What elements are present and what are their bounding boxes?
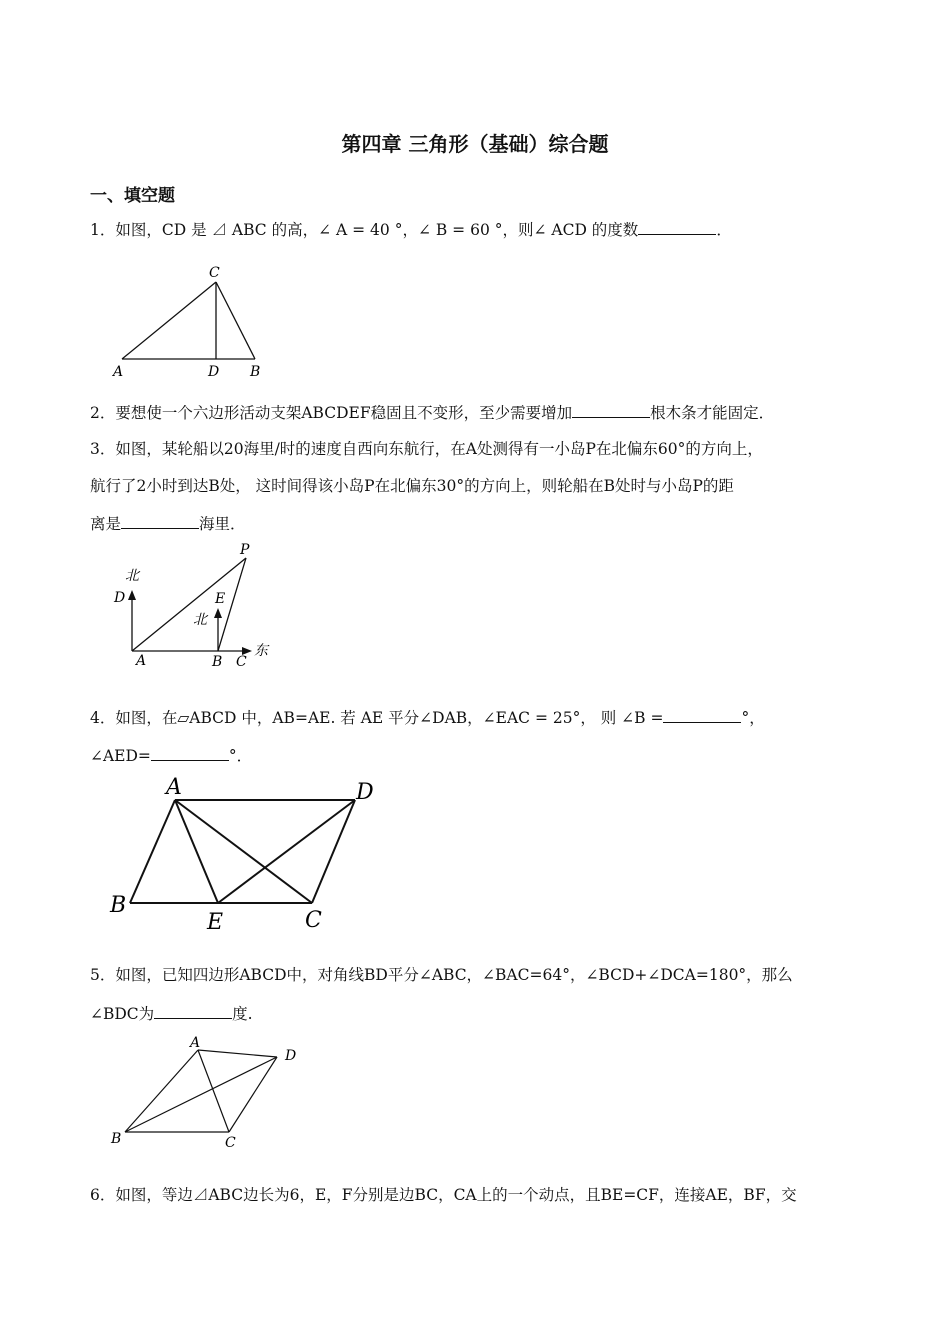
figure-q4 — [100, 772, 390, 937]
fig5-label-b: B — [111, 1131, 122, 1147]
answer-blank-1[interactable] — [638, 218, 716, 235]
question-4-line-1-start: 4．如图，在▱ABCD 中，AB=AE. 若 AE 平分∠DAB，∠EAC = 25°， 则 ∠B = — [90, 709, 664, 727]
fig5-label-d: D — [285, 1048, 297, 1064]
figure-q1 — [110, 262, 270, 382]
fig4-label-e: E — [207, 910, 224, 935]
figure-q3 — [108, 538, 278, 673]
question-5-line-2 — [90, 1002, 253, 1025]
question-3-line-2: 航行了2小时到达B处， 这时间得该小岛P在北偏东30°的方向上，则轮船在B处时与小岛P的距 — [90, 477, 734, 495]
question-4-line-1 — [90, 706, 765, 729]
question-5-line-2-start: ∠BDC为 — [90, 1005, 155, 1023]
fig5-label-a: A — [190, 1035, 201, 1051]
question-4-line-1-end: °， — [741, 709, 765, 727]
fig5-side-ad — [198, 1050, 277, 1057]
answer-blank-4b[interactable] — [151, 744, 229, 761]
fig4-label-c: C — [305, 908, 322, 933]
fig3-label-p: P — [240, 542, 250, 558]
question-3-line-1: 3．如图，某轮船以20海里/时的速度自西向东航行，在A处测得有一小岛P在北偏东60°的方向上， — [90, 440, 763, 458]
fig3-label-a: A — [136, 653, 147, 669]
fig3-arrowhead-north-a — [128, 590, 136, 600]
question-3-line-3 — [90, 512, 246, 535]
fig3-label-east: 东 — [254, 643, 268, 659]
fig3-label-north-1: 北 — [125, 568, 139, 584]
fig3-line-ap — [132, 558, 246, 651]
question-3-line-3-end: 海里． — [199, 515, 246, 533]
question-5-line-1: 5．如图，已知四边形ABCD中，对角线BD平分∠ABC，∠BAC=64°，∠BCD+∠DCA=180°，那么 — [90, 966, 793, 984]
question-5-line-2-end: 度. — [232, 1005, 253, 1023]
fig3-label-north-2: 北 — [193, 612, 207, 628]
fig3-label-e: E — [215, 591, 226, 607]
question-4-line-2-end: °． — [228, 747, 253, 765]
answer-blank-4a[interactable] — [663, 706, 741, 723]
fig5-label-c: C — [225, 1135, 236, 1151]
fig1-label-a: A — [113, 364, 124, 380]
question-1-text: 1．如图，CD 是 ⊿ ABC 的高，∠ A = 40 °，∠ B = 60 °，则∠ ACD 的度数 — [90, 221, 639, 239]
question-6-line-1: 6．如图，等边⊿ABC边长为6，E，F分别是边BC，CA上的一个动点，且BE=CF，连接AE，BF，交 — [90, 1186, 797, 1204]
fig4-label-b: B — [110, 893, 127, 918]
fig1-side-bc — [216, 282, 255, 359]
answer-blank-2[interactable] — [572, 401, 650, 418]
answer-blank-5[interactable] — [154, 1002, 232, 1019]
fig4-label-a: A — [166, 775, 182, 800]
fig1-side-ac — [122, 282, 216, 359]
question-1 — [90, 218, 732, 241]
fig3-label-d: D — [114, 590, 126, 606]
question-4-line-2 — [90, 744, 252, 767]
fig4-label-d: D — [356, 780, 374, 805]
question-2-text: 2．要想使一个六边形活动支架ABCDEF稳固且不变形，至少需要增加 — [90, 404, 573, 422]
fig5-diagonal-ac — [198, 1050, 229, 1132]
question-3-line-3-start: 离是 — [90, 515, 122, 533]
page-title: 第四章 三角形（基础）综合题 — [341, 132, 609, 156]
fig1-label-b: B — [250, 364, 261, 380]
section-heading: 一、填空题 — [90, 186, 175, 206]
question-4-line-2-start: ∠AED= — [90, 747, 151, 765]
question-2 — [90, 401, 774, 424]
figure-q5 — [105, 1030, 315, 1152]
question-2-end: 根木条才能固定． — [650, 404, 775, 422]
fig5-diagonal-bd — [125, 1057, 277, 1132]
fig1-label-c: C — [209, 265, 220, 281]
answer-blank-3[interactable] — [121, 512, 199, 529]
fig1-label-d: D — [208, 364, 220, 380]
fig3-arrowhead-north-b — [214, 608, 222, 618]
fig3-label-c: C — [236, 654, 247, 670]
fig3-label-b: B — [212, 654, 223, 670]
question-1-end: ． — [716, 221, 732, 239]
fig4-side-ab — [130, 800, 175, 903]
fig5-side-ab — [125, 1050, 198, 1132]
